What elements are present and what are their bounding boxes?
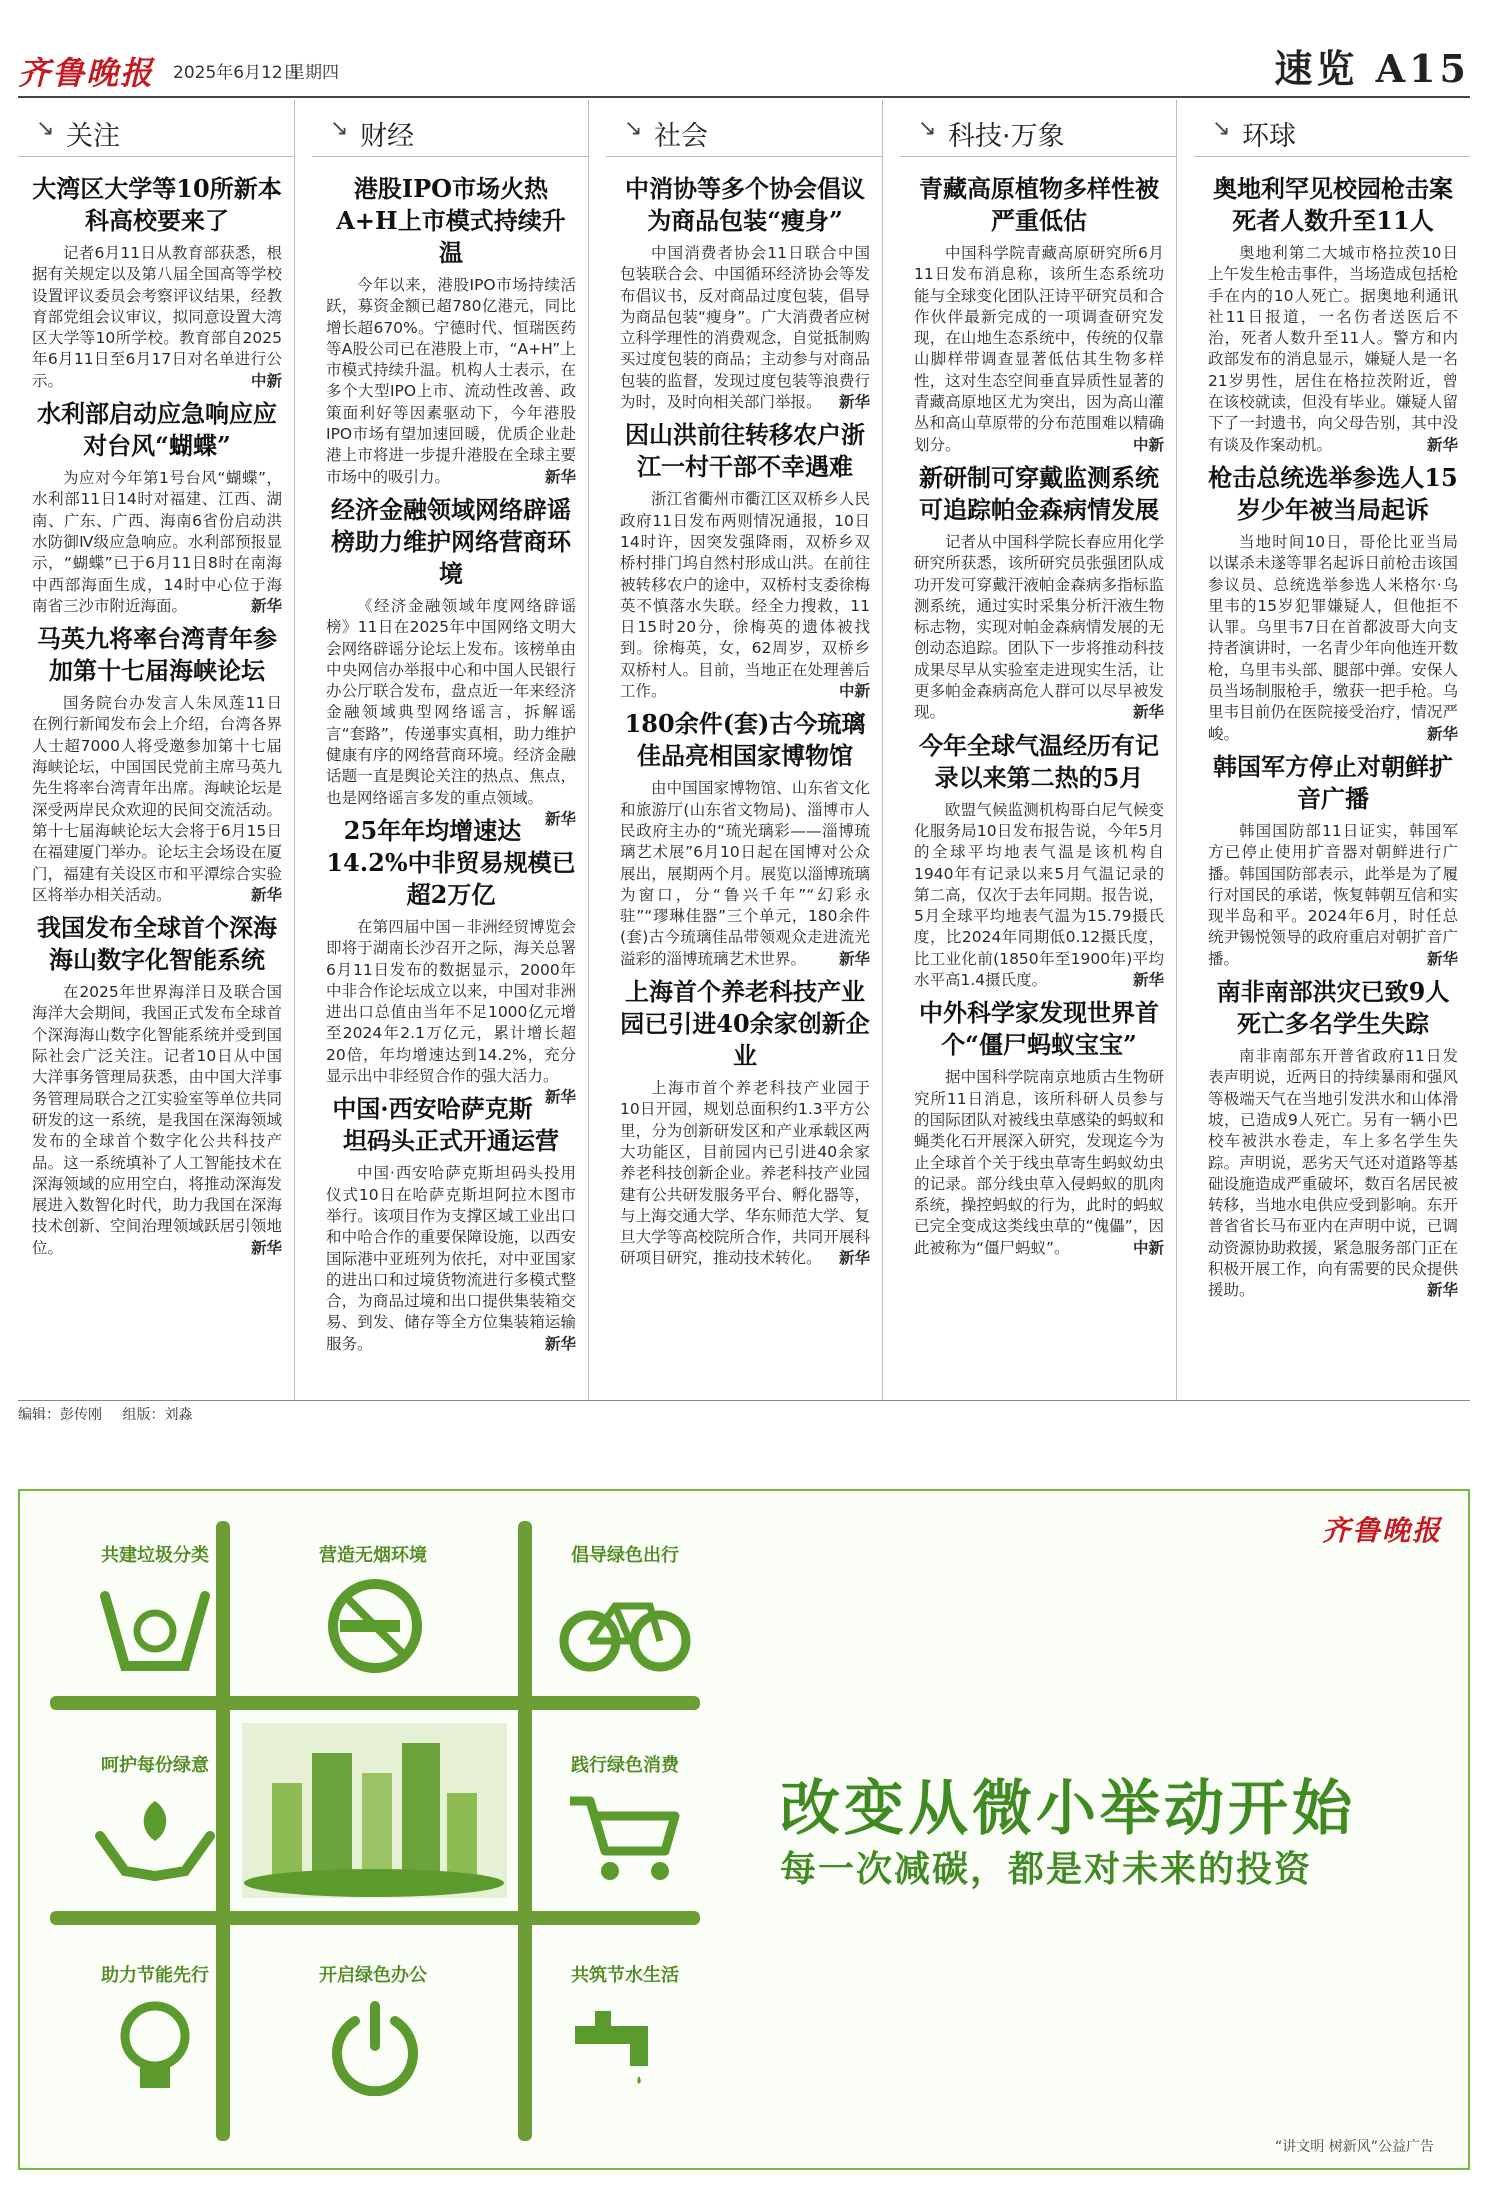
article[interactable] (326, 1093, 576, 1355)
article-title[interactable]: 奥地利罕见校园枪击案死者人数升至11人 (1213, 174, 1453, 235)
article-source: 新华 (838, 949, 870, 968)
article-body: 中国科学院青藏高原研究所6月11日发布消息称，该所生态系统功能与全球变化团队汪诗平研究员和合作伙伴最新完成的一项调查研究发现，在山地生态系统中，传统的仅靠山脚样带调查显著低估其生物多样性，这对生态空间垂直异质性显著的青藏高原地区尤为突出，因为高山灌丛和高山草原带的分布范围难以精确划分。 中新 (914, 243, 1164, 456)
column-label: 财经 (360, 121, 414, 152)
article-source: 中新 (838, 682, 870, 701)
article[interactable] (914, 462, 1164, 724)
corner-arrow-icon: ↘ (1212, 116, 1231, 141)
article-source: 新华 (838, 393, 870, 412)
article-body: 欧盟气候监测机构哥白尼气候变化服务局10日发布报告说，今年5月的全球平均地表气温是该机构自1940年有记录以来5月气温记录的第二高，仅次于去年同期。报告说，5月全球平均地表气温为15.79摄氏度，比2024年同期低0.12摄氏度，比工业化前(1850年至1900年)平均水平高1.4摄氏度。 新华 (914, 800, 1164, 992)
article-body: 韩国国防部11日证实，韩国军方已停止使用扩音器对朝鲜进行广播。韩国国防部表示，此举是为了履行对国民的承诺，恢复韩朝互信和实现半岛和平。2024年6月，时任总统尹锡悦领导的政府重启对朝扩音广播。 新华 (1208, 821, 1458, 970)
column-huanqiu (1194, 100, 1470, 1400)
article-body: 国务院台办发言人朱凤莲11日在例行新闻发布会上介绍，台湾各界人士超7000人将受邀参加第十七届海峡论坛，中国国民党前主席马英九先生将率台湾青年出席。海峡论坛是深受两岸民众欢迎的民间交流活动。第十七届海峡论坛大会将于6月15日在福建厦门举办。论坛主会场设在厦门，福建有关设区市和平潭综合实验区将举办相关活动。 新华 (32, 693, 282, 906)
footer-divider (18, 1400, 1470, 1401)
article-source: 新华 (1132, 703, 1164, 722)
article-source: 新华 (544, 1334, 576, 1353)
article-title[interactable]: 新研制可穿戴监测系统可追踪帕金森病情发展 (919, 462, 1159, 524)
article-title[interactable]: 因山洪前往转移农户浙江一村干部不幸遇难 (625, 420, 865, 482)
article[interactable] (326, 173, 576, 488)
column-label: 科技·万象 (948, 121, 1065, 152)
light-bulb-icon (85, 1996, 225, 2096)
article[interactable] (1208, 173, 1458, 456)
article-body: 中国·西安哈萨克斯坦码头投用仪式10日在哈萨克斯坦阿拉木图市举行。该项目作为支撑区域工业出口和中哈合作的重要保障设施，以西安国际港中亚班列为依托，对中亚国家的进出口和过境货物流进行多模式整合，为商品过境和出口提供集装箱交易、到发、储存等全方位集装箱运输服务。 新华 (326, 1163, 576, 1355)
corner-arrow-icon: ↘ (330, 116, 349, 141)
article-source: 新华 (250, 1238, 282, 1257)
article-body: 南非南部东开普省政府11日发表声明说，近两日的持续暴雨和强风等极端天气在当地引发洪水和山体滑坡，已造成9人死亡。另有一辆小巴校车被洪水卷走，车上多名学生失踪。声明说，恶劣天气还对道路等基础设施造成严重破坏，数百名居民被转移，当地水电供应受到影响。东开普省省长马布亚内在声明中说，已调动资源协助救援，紧急服务部门正在积极开展工作，向有需要的民众提供援助。 新华 (1208, 1046, 1458, 1302)
article[interactable] (620, 976, 870, 1270)
article-title[interactable]: 水利部启动应急响应应对台风“蝴蝶” (37, 399, 277, 461)
article[interactable] (914, 173, 1164, 456)
column-header (900, 100, 1176, 157)
article-body: 奥地利第二大城市格拉茨10日上午发生枪击事件，当场造成包括枪手在内的10人死亡。据奥地利通讯社11日报道，一名伤者送医后不治，死者人数升至11人。警方和内政部发布的消息显示，嫌疑人是一名21岁男性，居住在格拉茨附近，曾在该校就读，但没有毕业。嫌疑人留下了一封遗书，向父母告别，其中没有谈及作案动机。 新华 (1208, 243, 1458, 456)
green-city-icon (242, 1723, 507, 1898)
article[interactable] (32, 623, 282, 906)
column-caijing (312, 100, 589, 1400)
article[interactable] (620, 173, 870, 413)
grid-bar-horizontal (50, 1911, 700, 1925)
ad-headline: 改变从微小举动开始 (780, 1774, 1356, 1844)
power-button-icon (305, 1996, 445, 2096)
newspaper-logo: 齐鲁晚报 (18, 54, 155, 92)
article[interactable] (620, 419, 870, 702)
column-label: 环球 (1242, 121, 1296, 152)
article-source: 新华 (1426, 435, 1458, 454)
editor-name: 编辑：彭传刚 (18, 1407, 102, 1423)
article-body: 在第四届中国－非洲经贸博览会即将于湖南长沙召开之际，海关总署6月11日发布的数据显示，2000年中非合作论坛成立以来，中国对非洲进出口总值由当年不足1000亿元增至2024年2.1万亿元，累计增长超20倍，年均增速达到14.2%，充分显示出中非经贸合作的强大活力。 新华 (326, 917, 576, 1087)
article-body: 今年以来，港股IPO市场持续活跃，募资金额已超780亿港元，同比增长超670%。宁德时代、恒瑞医药等A股公司已在港股上市，“A+H”上市模式持续升温。机构人士表示，在多个大型IPO上市、流动性改善、政策面利好等因素驱动下，今年港股IPO市场有望加速回暖，优质企业赴港上市将进一步提升港股在全球主要市场中的吸引力。 新华 (326, 275, 576, 488)
ad-credit: “讲文明 树新风”公益广告 (1275, 2139, 1434, 2155)
bicycle-icon (555, 1576, 695, 1676)
column-header (18, 100, 294, 157)
article-body: 《经济金融领域年度网络辟谣榜》11日在2025年中国网络文明大会网络辟谣分论坛上发布。该榜单由中央网信办举报中心和中国人民银行办公厅联合发布，盘点近一年来经济金融领域典型网络谣言，拆解谣言“套路”，传递事实真相，助力维护健康有序的网络营商环境。经济金融话题一直是舆论关注的热点、焦点，也是网络谣言多发的重点领域。 新华 (326, 596, 576, 809)
article-title[interactable]: 我国发布全球首个深海海山数字化智能系统 (37, 913, 277, 975)
article[interactable] (32, 398, 282, 617)
issue-weekday: 星期四 (288, 63, 339, 83)
article-title[interactable]: 南非南部洪灾已致9人死亡多名学生失踪 (1216, 977, 1450, 1039)
layout-designer: 组版：刘淼 (122, 1407, 193, 1423)
column-keji (900, 100, 1177, 1400)
grid-bar-vertical (518, 1521, 532, 2141)
article[interactable] (1208, 751, 1458, 970)
article-body: 为应对今年第1号台风“蝴蝶”，水利部11日14时对福建、江西、湖南、广东、广西、海南6省份启动洪水防御Ⅳ级应急响应。水利部预报显示，“蝴蝶”已于6月11日8时在南海中西部海面生成，14时中心位于海南省三沙市附近海面。 新华 (32, 468, 282, 617)
corner-arrow-icon: ↘ (624, 116, 643, 141)
article-source: 新华 (1132, 971, 1164, 990)
article-title[interactable]: 枪击总统选举参选人15岁少年被当局起诉 (1208, 462, 1458, 524)
column-header (312, 100, 588, 157)
article-source: 新华 (544, 1088, 576, 1107)
article-source: 新华 (544, 809, 576, 828)
recycle-bin-icon (85, 1576, 225, 1676)
column-header (606, 100, 882, 157)
article-body: 记者6月11日从教育部获悉，根据有关规定以及第八届全国高等学校设置评议委员会考察评议结果，经教育部党组会议审议，拟同意设置大湾区大学等10所学校。教育部自2025年6月11日至6月17日对名单进行公示。 中新 (32, 243, 282, 392)
article-body: 当地时间10日，哥伦比亚当局以谋杀未遂等罪名起诉日前枪击该国参议员、总统选举参选人米格尔·乌里韦的15岁犯罪嫌疑人，但他拒不认罪。乌里韦7日在首都波哥大向支持者演讲时，一名青少年向他连开数枪，乌里韦头部、腿部中弹。安保人员当场制服枪手，缴获一把手枪。乌里韦目前仍在医院接受治疗，情况严峻。 新华 (1208, 532, 1458, 745)
ad-label-water-saving: 共筑节水生活 (571, 1965, 679, 1986)
article-body: 上海市首个养老科技产业园于10日开园，规划总面积约1.3平方公里，分为创新研发区和产业承载区两大功能区，目前园内已引进40余家养老科技创新企业。养老科技产业园建有公共研发服务平台、孵化器等，与上海交通大学、华东师范大学、复旦大学等高校院所合作，共同开展科研项目研究，推动技术转化。 新华 (620, 1078, 870, 1270)
article-source: 新华 (1426, 949, 1458, 968)
article-body: 由中国国家博物馆、山东省文化和旅游厅(山东省文物局)、淄博市人民政府主办的“琉光璃彩——淄博琉璃艺术展”6月10日起在国博对公众展出，展期两个月。展览以淄博琉璃为窗口，分“鲁兴千年”“幻彩永驻”“璆琳佳器”三个单元，180余件(套)古今琉璃佳品带领观众走进流光溢彩的淄博琉璃艺术世界。 新华 (620, 778, 870, 970)
masthead-divider (18, 96, 1470, 98)
ad-label-green-office: 开启绿色办公 (319, 1965, 427, 1986)
article[interactable] (326, 494, 576, 828)
article[interactable] (326, 815, 576, 1107)
article-body: 中国消费者协会11日联合中国包装联合会、中国循环经济协会等发布倡议书，反对商品过度包装，倡导为商品包装“瘦身”。广大消费者应树立科学理性的消费观念，自觉抵制购买过度包装的商品；主动参与对商品包装的监督，发现过度包装等浪费行为时，及时向相关部门举报。 新华 (620, 243, 870, 413)
article[interactable] (620, 708, 870, 970)
article-title[interactable]: 今年全球气温经历有记录以来第二热的5月 (919, 730, 1159, 792)
article-title[interactable]: 大湾区大学等10所新本科高校要来了 (32, 174, 282, 235)
article-source: 中新 (1132, 1238, 1164, 1257)
article-title[interactable]: 青藏高原植物多样性被严重低估 (919, 174, 1159, 235)
article-source: 新华 (250, 885, 282, 904)
article-source: 新华 (544, 467, 576, 486)
article-source: 中新 (1132, 435, 1164, 454)
article[interactable] (914, 730, 1164, 992)
article[interactable] (914, 997, 1164, 1259)
corner-arrow-icon: ↘ (36, 116, 55, 141)
column-shehui (606, 100, 883, 1400)
ad-label-energy-saving: 助力节能先行 (101, 1965, 209, 1986)
ad-label-green-travel: 倡导绿色出行 (571, 1545, 679, 1566)
column-guanzhu (18, 100, 295, 1400)
shopping-cart-icon (555, 1786, 695, 1886)
article-body: 据中国科学院南京地质古生物研究所11日消息，该所科研人员参与的国际团队对被线虫草感染的蚂蚁和蝇类化石开展深入研究，发现迄今为止全球首个关于线虫草寄生蚂蚁幼虫的记录。部分线虫草入侵蚂蚁的肌肉系统，操控蚂蚁的行为，此时的蚂蚁已完全变成这类线虫草的“傀儡”，因此被称为“僵尸蚂蚁”。 中新 (914, 1067, 1164, 1259)
water-faucet-icon (555, 1996, 695, 2096)
article[interactable] (1208, 462, 1458, 745)
article-source: 中新 (250, 371, 282, 390)
ad-label-green-consumption: 践行绿色消费 (571, 1755, 679, 1776)
article[interactable] (1208, 976, 1458, 1302)
article[interactable] (32, 912, 282, 1259)
column-header (1194, 100, 1470, 157)
corner-arrow-icon: ↘ (918, 116, 937, 141)
grid-bar-horizontal (50, 1696, 700, 1710)
article-title[interactable]: 港股IPO市场火热A+H上市模式持续升温 (336, 174, 566, 267)
ad-subline: 每一次减碳，都是对未来的投资 (780, 1848, 1313, 1890)
article-title[interactable]: 经济金融领域网络辟谣榜助力维护网络营商环境 (331, 494, 571, 588)
article-source: 新华 (838, 1249, 870, 1268)
article[interactable] (32, 173, 282, 392)
hands-sprout-icon (85, 1786, 225, 1886)
no-smoking-icon (305, 1576, 445, 1676)
ad-newspaper-logo: 齐鲁晚报 (1321, 1514, 1442, 1547)
ad-label-protect-green: 呵护每份绿意 (101, 1755, 209, 1776)
article-body: 记者从中国科学院长春应用化学研究所获悉，该所研究员张强团队成功开发可穿戴汗液帕金森病多指标监测系统，通过实时采集分析汗液生物标志物，实现对帕金森病情发展的无创动态追踪。团队下一步将推动科技成果尽早从实验室走进现实生活，让更多帕金森病高危人群可以尽早被发现。 新华 (914, 532, 1164, 724)
article-title[interactable]: 上海首个养老科技产业园已引进40余家创新企业 (620, 977, 870, 1071)
public-service-ad[interactable] (18, 1489, 1470, 2170)
article-title[interactable]: 中消协等多个协会倡议为商品包装“瘦身” (625, 174, 865, 235)
ad-label-garbage-sorting: 共建垃圾分类 (101, 1545, 209, 1566)
article-title[interactable]: 中外科学家发现世界首个“僵尸蚂蚁宝宝” (919, 998, 1159, 1060)
article-title[interactable]: 180余件(套)古今琉璃佳品亮相国家博物馆 (624, 709, 866, 771)
column-label: 关注 (66, 121, 120, 152)
issue-date: 2025年6月12日 (173, 63, 300, 83)
article-body: 在2025年世界海洋日及联合国海洋大会期间，我国正式发布全球首个深海海山数字化智能系统并受到国际社会广泛关注。记者10日从中国大洋事务管理局获悉，由中国大洋事务管理局联合之江实验室等单位共同研发的这一系统，是我国在深海领域发布的全球首个数字化公共科技产品。这一系统填补了人工智能技术在深海领域的应用空白，将推动深海发展进入数智化时代，助力我国在深海技术创新、空间治理领域跃居引领地位。 新华 (32, 982, 282, 1259)
article-source: 新华 (1426, 724, 1458, 743)
article-title[interactable]: 韩国军方停止对朝鲜扩音广播 (1213, 751, 1453, 813)
article-source: 新华 (1426, 1281, 1458, 1300)
news-columns (18, 100, 1470, 1402)
editor-credits (18, 1404, 208, 1424)
page-section-title: 速览 A15 (1274, 46, 1470, 91)
article-title[interactable]: 25年年均增速达14.2%中非贸易规模已超2万亿 (326, 815, 576, 909)
article-title[interactable]: 马英九将率台湾青年参加第十七届海峡论坛 (37, 624, 277, 686)
article-title[interactable]: 中国·西安哈萨克斯坦码头正式开通运营 (332, 1094, 559, 1156)
article-body: 浙江省衢州市衢江区双桥乡人民政府11日发布两则情况通报，10日14时许，因突发强降雨，双桥乡双桥村排门坞自然村形成山洪。在前往被转移农户的途中，双桥村支委徐梅英不慎落水失联。经全力搜救，11日15时20分，徐梅英的遗体被找到。徐梅英，女，62周岁，双桥乡双桥村人。目前，当地正在处理善后工作。 中新 (620, 489, 870, 702)
ad-label-smoke-free: 营造无烟环境 (319, 1545, 427, 1566)
column-label: 社会 (654, 121, 708, 152)
masthead (18, 28, 1470, 90)
article-source: 新华 (250, 596, 282, 615)
